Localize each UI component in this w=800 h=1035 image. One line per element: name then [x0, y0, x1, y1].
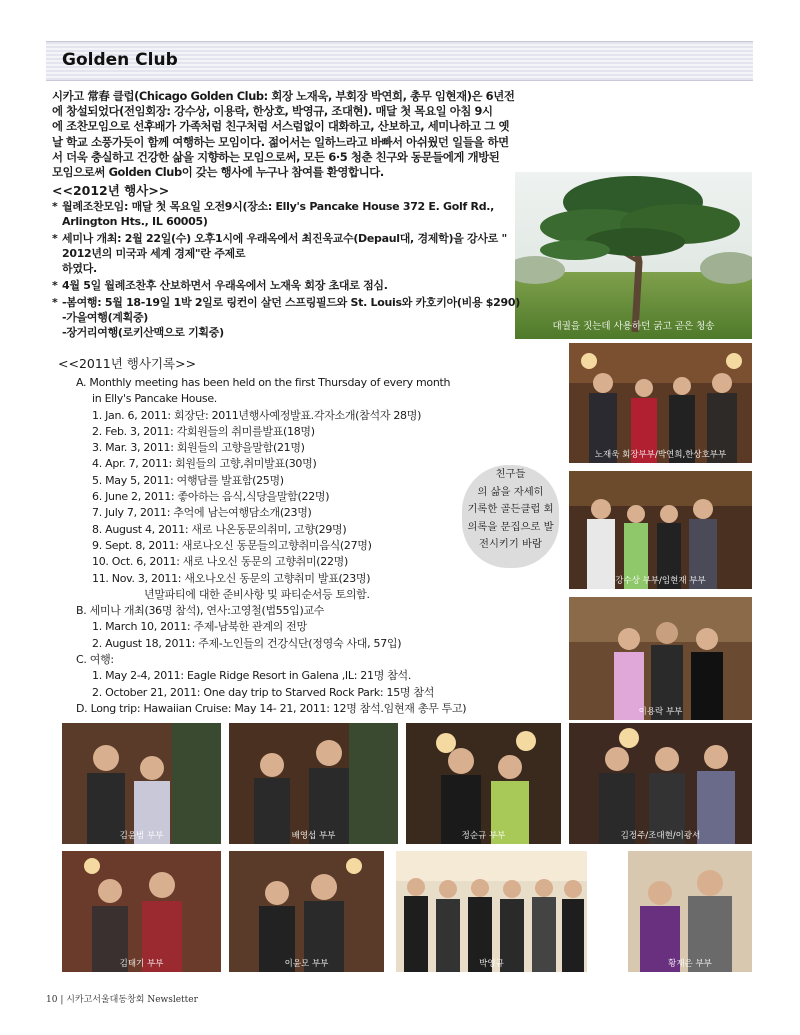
event-line: 하였다.: [62, 262, 97, 275]
section-heading-2011: <<2011년 행사기록>>: [58, 356, 197, 371]
intro-line: 에 창설되었다(전임회장: 강수상, 이용락, 한상호, 박영규, 조대현). 매달 첫 목요일 아침 9시: [52, 104, 493, 119]
group-photo: [406, 723, 561, 844]
photo-caption: 김정주/조대현/이광서: [620, 831, 701, 841]
group-photo: [62, 851, 221, 972]
event-item: [52, 278, 572, 293]
photo-caption: 강수상 부부/임현재 부부: [615, 576, 706, 586]
record-line: 년말파티에 대한 준비사항 및 파티순서등 토의함.: [144, 587, 370, 601]
event-item: [52, 199, 572, 229]
section-header: [46, 41, 753, 81]
group-photo: [62, 723, 221, 844]
page-footer: 10 | 시카고서울대동창회 Newsletter: [46, 995, 198, 1005]
group-photo: [229, 851, 384, 972]
photo-caption: 김윤범 부부: [119, 831, 164, 841]
intro-line: 날 학교 소풍가듯이 함께 여행하는 모임이다. 젊어서는 일하느라고 바빠서 아쉬웠던 일들을 하면: [52, 134, 509, 149]
record-line: in Elly's Pancake House.: [92, 392, 217, 406]
intro-line: 모임으로써 Golden Club이 갖는 행사에 누구나 참여를 환영합니다.: [52, 165, 384, 180]
photo-caption: 박영규: [479, 959, 504, 969]
events-2012-list: [52, 199, 572, 342]
section-title: Golden Club: [62, 50, 178, 70]
note-line: 기록한 골든클럽 회: [467, 503, 554, 515]
photo-caption: 이용락 부부: [638, 707, 683, 717]
group-photo: [229, 723, 398, 844]
group-photo: [628, 851, 752, 972]
intro-paragraph: [52, 89, 600, 180]
record-line: 10. Oct. 6, 2011: 새로 나오신 동문의 고향취미(22명): [92, 555, 348, 569]
record-line: 1. May 2-4, 2011: Eagle Ridge Resort in Galena ,IL: 21명 참석.: [92, 669, 412, 683]
event-line: * -봄여행: 5월 18-19일 1박 2일로 링컨이 살던 스프링필드와 St. Louis와 카호키아(비용 $290): [62, 296, 520, 309]
photo-caption: 김태기 부부: [119, 959, 164, 969]
photo-caption: 노재욱 회장부부/박연희,한상호부부: [594, 450, 727, 460]
record-line: A. Monthly meeting has been held on the first Thursday of every month: [76, 376, 451, 389]
record-line: 8. August 4, 2011: 새로 나온동문의취미, 고향(29명): [92, 522, 347, 536]
event-line: * 월례조찬모임: 매달 첫 목요일 오전9시(장소: Elly's Pancake House 372 E. Golf Rd.,: [62, 200, 495, 213]
photo-caption: 이윤모 부부: [284, 959, 329, 969]
record-line: 11. Nov. 3, 2011: 새오나오신 동문의 고향취미 발표(23명): [92, 571, 371, 585]
photo-caption: 정순규 부부: [461, 831, 506, 841]
record-line: 5. May 5, 2011: 여행담를 발표함(25명): [92, 473, 284, 487]
note-bubble: [462, 465, 559, 568]
photo-caption: 배영섭 부부: [291, 831, 336, 841]
record-line: B. 세미나 개최(36명 참석), 연사:고영철(법55입)교수: [76, 604, 325, 618]
record-line: 2. Feb. 3, 2011: 각회원들의 취미를발표(18명): [92, 424, 315, 438]
record-line: 3. Mar. 3, 2011: 회원들의 고향을말함(21명): [92, 441, 305, 455]
note-line: 전시키기 바람: [479, 538, 542, 550]
note-line: 의록을 문집으로 발: [467, 520, 554, 533]
intro-line: 시카고 常春 클럽(Chicago Golden Club: 회장 노재욱, 부회장 박연희, 총무 임현재)은 6년전: [52, 89, 515, 103]
record-line: 4. Apr. 7, 2011: 회원들의 고향,취미발표(30명): [92, 457, 317, 471]
event-line: 2012년의 미국과 세계 경제"란 주제로: [62, 247, 246, 260]
group-photo: [569, 343, 752, 463]
record-line: D. Long trip: Hawaiian Cruise: May 14- 21, 2011: 12명 참석.임현재 총무 투고): [76, 701, 467, 715]
group-photo: [396, 851, 587, 972]
record-line: 1. March 10, 2011: 주제-남북한 관계의 전망: [92, 620, 307, 634]
group-photo: [569, 723, 752, 844]
record-line: 1. Jan. 6, 2011: 회장단: 2011년행사예정발표.각자소개(참석자 28명): [92, 408, 422, 422]
note-line: 의 삶을 자세히: [477, 485, 544, 498]
event-item: [52, 231, 572, 276]
section-heading-2012: <<2012년 행사>>: [52, 183, 170, 198]
record-line: 6. June 2, 2011: 좋아하는 음식,식당을말함(22명): [92, 490, 330, 504]
record-line: 2. August 18, 2011: 주제-노인들의 건강식단(정영숙 사대, 57입): [92, 636, 402, 650]
event-line: Arlington Hts., IL 60005): [62, 215, 208, 228]
record-line: C. 여행:: [76, 653, 114, 667]
group-photo: [569, 471, 752, 589]
event-item: [52, 295, 572, 340]
photo-caption: 황재은 부부: [668, 959, 712, 969]
tree-caption: 대궐을 짓는데 사용하던 굵고 곧은 청송: [552, 321, 715, 332]
event-line: -가을여행(계획중): [62, 311, 149, 324]
event-line: * 4월 5일 월례조찬후 산보하면서 우래옥에서 노재욱 회장 초대로 점심.: [62, 279, 388, 292]
record-line: 7. July 7, 2011: 추억에 남는여행담소개(23명): [92, 506, 312, 520]
event-line: -장거리여행(로키산맥으로 기획중): [62, 326, 224, 339]
record-line: 2. October 21, 2011: One day trip to Starved Rock Park: 15명 참석: [92, 685, 435, 699]
record-line: 9. Sept. 8, 2011: 새로나오신 동문들의고향취미음식(27명): [92, 538, 372, 552]
intro-line: 에 조찬모임으로 선후배가 가족처럼 친구처럼 서스럼없이 대화하고, 산보하고, 세미나하고 그 옛: [52, 119, 510, 134]
intro-line: 서 더욱 충실하고 건강한 삶을 지향하는 모임으로써, 모든 6·5 청춘 친구와 동문들에게 개방된: [52, 149, 500, 164]
event-line: * 세미나 개최: 2월 22일(수) 오후1시에 우래옥에서 최진욱교수(Depaul대, 경제학)을 강사로 ": [62, 232, 507, 245]
note-line: 친구들: [495, 468, 526, 480]
group-photo: [569, 597, 752, 720]
